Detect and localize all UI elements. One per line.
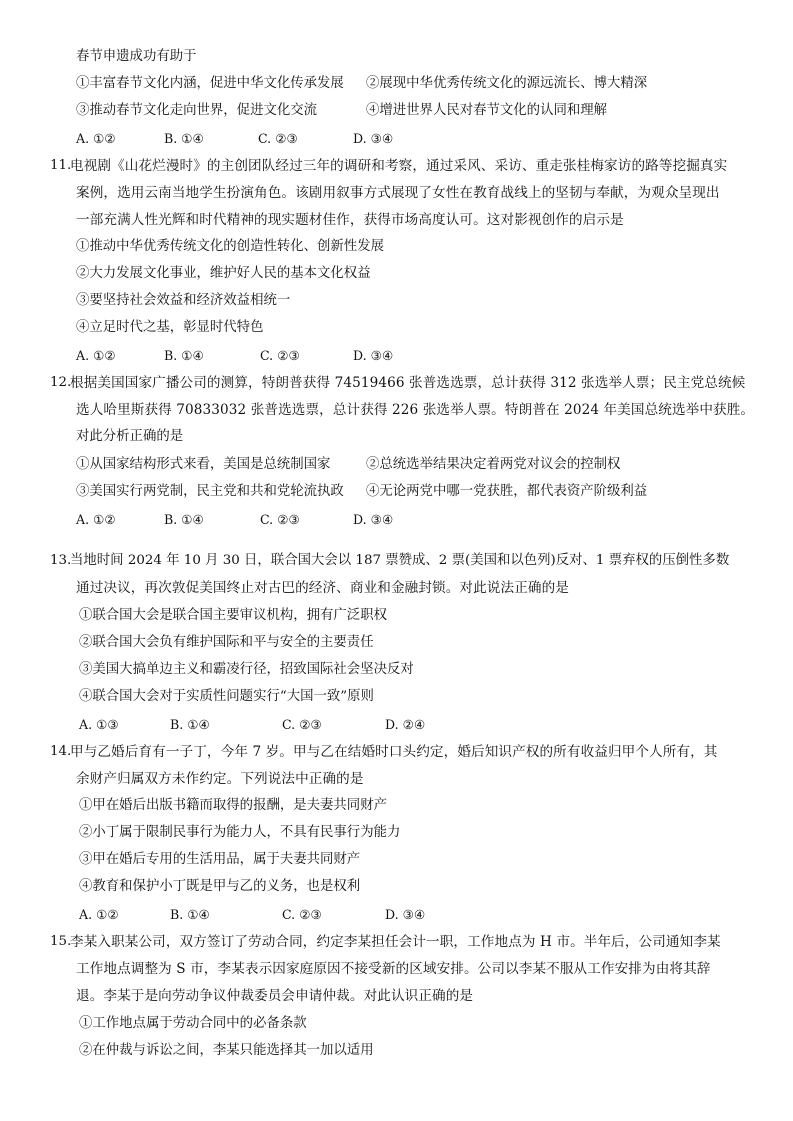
q13-item-1: ①联合国大会是联合国主要审议机构，拥有广泛职权: [79, 608, 387, 623]
q15-stem-line-3: 退。李某于是向劳动争议仲裁委员会申请仲裁。对此认识正确的是: [76, 988, 474, 1004]
q15-item-2: ②在仲裁与诉讼之间，李某只能选择其一加以适用: [79, 1043, 374, 1058]
q10-option-d: D. ③④: [353, 131, 394, 146]
q12-option-c: C. ②③: [260, 512, 300, 527]
q12-item-1: ①从国家结构形式来看，美国是总统制国家: [76, 457, 331, 472]
q15-item-1: ①工作地点属于劳动合同中的必备条款: [79, 1016, 307, 1031]
q13-stem-line-2: 通过决议，再次敦促美国终止对古巴的经济、商业和金融封锁。对此说法正确的是: [76, 580, 569, 596]
q11-option-b: B. ①④: [164, 348, 204, 363]
q13-option-d: D. ②④: [385, 717, 426, 732]
q12-option-a: A. ①②: [76, 512, 116, 527]
q11-item-1: ①推动中华优秀传统文化的创造性转化、创新性发展: [76, 239, 384, 254]
q15-number: 15.: [50, 934, 72, 949]
q14-stem-line-2: 余财产归属双方未作约定。下列说法中正确的是: [76, 771, 364, 787]
q13-item-4: ④联合国大会对于实质性问题实行“大国一致”原则: [79, 689, 374, 704]
q14-item-1: ①甲在婚后出版书籍而取得的报酬，是夫妻共同财产: [79, 798, 387, 813]
q10-item-2: ②展现中华优秀传统文化的源远流长、博大精深: [366, 76, 648, 91]
q12-number: 12.: [50, 375, 72, 390]
q14-item-3: ③甲在婚后专用的生活用品，属于夫妻共同财产: [79, 852, 361, 867]
q14-item-4: ④教育和保护小丁既是甲与乙的义务，也是权利: [79, 879, 361, 894]
q12-item-4: ④无论两党中哪一党获胜，都代表资产阶级利益: [366, 484, 648, 499]
q10-item-3: ③推动春节文化走向世界，促进文化交流: [76, 103, 318, 118]
q11-option-a: A. ①②: [76, 348, 116, 363]
q11-stem-line-2: 案例，选用云南当地学生扮演角色。该剧用叙事方式展现了女性在教育战线上的坚韧与奉献，为观众呈现出: [76, 185, 720, 201]
q15-stem-line-2: 工作地点调整为 S 市，李某表示因家庭原因不接受新的区域安排。公司以李某不服从工作安排为由将其辞: [76, 961, 711, 977]
q10-item-4: ④增进世界人民对春节文化的认同和理解: [366, 103, 608, 118]
q10-option-b: B. ①④: [164, 131, 204, 146]
q12-item-3: ③美国实行两党制，民主党和共和党轮流执政: [76, 484, 344, 499]
q14-option-d: D. ③④: [385, 907, 426, 922]
q13-option-c: C. ②③: [282, 717, 322, 732]
q13-option-b: B. ①④: [170, 717, 210, 732]
q14-stem-line-1: 甲与乙婚后育有一子丁，今年 7 岁。甲与乙在结婚时口头约定，婚后知识产权的所有收益归甲个人所有，其: [70, 744, 718, 760]
q13-number: 13.: [50, 553, 72, 568]
q14-number: 14.: [50, 744, 72, 759]
q13-item-3: ③美国大搞单边主义和霸凌行径，招致国际社会坚决反对: [79, 662, 414, 677]
q11-stem-line-1: 电视剧《山花烂漫时》的主创团队经过三年的调研和考察，通过采风、采访、重走张桂梅家访的路等挖掘真实: [70, 158, 728, 174]
q11-option-d: D. ③④: [353, 348, 394, 363]
q10-stem: 春节申遗成功有助于: [76, 49, 197, 64]
q12-stem-line-1: 根据美国国家广播公司的测算，特朗普获得 74519466 张普选选票，总计获得 312 张选举人票；民主党总统候: [70, 375, 746, 391]
q11-item-2: ②大力发展文化事业，维护好人民的基本文化权益: [76, 266, 371, 281]
q15-stem-line-1: 李某入职某公司，双方签订了劳动合同，约定李某担任会计一职，工作地点为 H 市。半年后，公司通知李某: [70, 934, 721, 950]
q14-option-c: C. ②③: [282, 907, 322, 922]
q11-option-c: C. ②③: [260, 348, 300, 363]
q11-item-4: ④立足时代之基，彰显时代特色: [76, 320, 264, 335]
q14-option-b: B. ①④: [170, 907, 210, 922]
q12-stem-line-2: 选人哈里斯获得 70833032 张普选选票，总计获得 226 张选举人票。特朗普在 2024 年美国总统选举中获胜。: [76, 402, 755, 418]
q13-item-2: ②联合国大会负有维护国际和平与安全的主要责任: [79, 635, 374, 650]
q10-item-1: ①丰富春节文化内涵，促进中华文化传承发展: [76, 76, 344, 91]
q11-item-3: ③要坚持社会效益和经济效益相统一: [76, 293, 291, 308]
q13-option-a: A. ①③: [79, 717, 119, 732]
q10-option-c: C. ②③: [258, 131, 298, 146]
q13-stem-line-1: 当地时间 2024 年 10 月 30 日，联合国大会以 187 票赞成、2 票(美国和以色列)反对、1 票弃权的压倒性多数: [70, 553, 730, 568]
q14-option-a: A. ①②: [79, 907, 119, 922]
q12-item-2: ②总统选举结果决定着两党对议会的控制权: [366, 457, 621, 472]
q11-stem-line-3: 一部充满人性光辉和时代精神的现实题材佳作，获得市场高度认可。这对影视创作的启示是: [76, 212, 624, 228]
q12-option-b: B. ①④: [164, 512, 204, 527]
q12-stem-line-3: 对此分析正确的是: [76, 429, 184, 444]
q12-option-d: D. ③④: [353, 512, 394, 527]
q14-item-2: ②小丁属于限制民事行为能力人，不具有民事行为能力: [79, 825, 401, 840]
q11-number: 11.: [50, 158, 72, 173]
q10-option-a: A. ①②: [76, 131, 116, 146]
